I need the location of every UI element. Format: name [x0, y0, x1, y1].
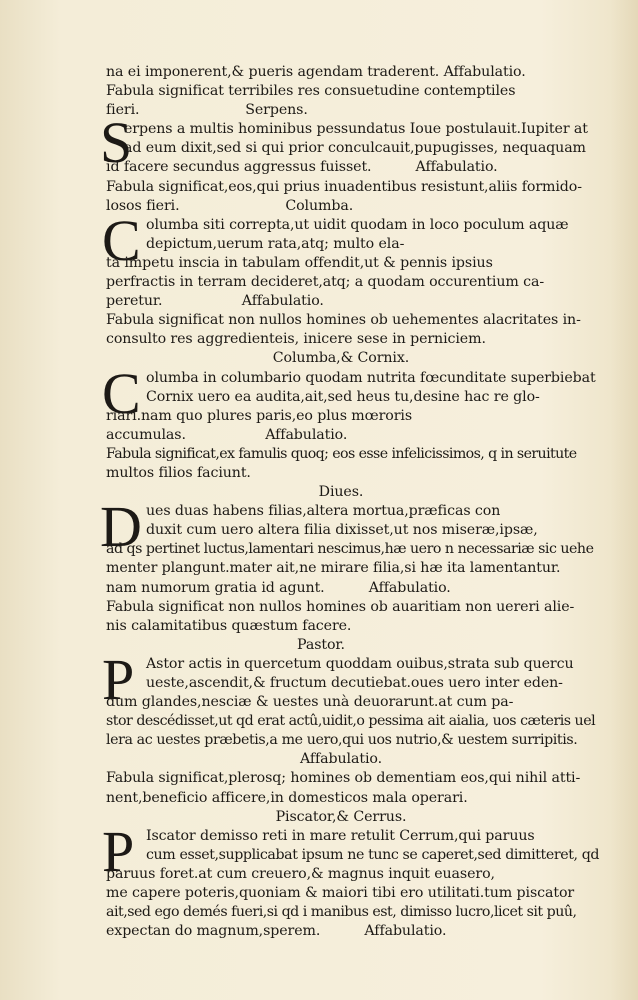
text-block [100, 63, 600, 941]
text-line: olumba in columbario quodam nutrita fœcunditate superbiebat [146, 369, 596, 386]
text-line: consulto res aggredienteis, inicere sese in perniciem. [106, 331, 486, 348]
drop-cap-p: P [102, 818, 135, 884]
text-line: stor descédisset,ut qd erat actû,uidit,o pessima ait aialia, uos cæteris uel [106, 713, 596, 730]
text-line: ad qs pertinet luctus,lamentari nescimus,hæ uero n necessariæ sic uehe [106, 541, 594, 558]
text-line: Fabula significat,eos,qui prius inuadentibus resistunt,aliis formido- [106, 178, 582, 195]
affabulatio-heading: Affabulatio. [299, 751, 382, 768]
drop-cap-c: C [102, 360, 141, 426]
text-line: riari.nam quo plures paris,eo plus mœroris [106, 407, 413, 424]
drop-cap-c: C [102, 207, 141, 273]
text-line: paruus foret.at cum creuero,& magnus inquit euasero, [106, 865, 495, 882]
text-line: me capere poteris,quoniam & maiori tibi ero utilitati.tum piscator [106, 885, 575, 902]
fable-title: Piscator,& Cerrus. [275, 808, 407, 825]
text-line: Fabula significat terribiles res consuetudine contemptiles [106, 83, 516, 100]
text-line: nis calamitatibus quæstum facere. [106, 617, 352, 634]
text-line: Fabula significat non nullos homines ob auaritiam non uereri alie- [106, 598, 575, 615]
text-line: ueste,ascendit,& fructum decutiebat.oues uero inter eden- [146, 675, 563, 691]
text-line: Fabula significat non nullos homines ob uehementes alacritates in- [106, 312, 581, 329]
text-line: Fabula significat,plerosq; homines ob dementiam eos,qui nihil atti- [106, 770, 581, 787]
drop-cap-d: D [100, 494, 142, 560]
text-line: Iscator demisso reti in mare retulit Cerrum,qui paruus [146, 827, 535, 844]
text-line: losos fieri. Columba. [106, 197, 354, 214]
text-line: ta impetu inscia in tabulam offendit,ut & pennis ipsius [106, 254, 493, 271]
text-line: Cornix uero ea audita,ait,sed heus tu,desine hac re glo- [146, 388, 540, 405]
drop-cap-s: S [100, 110, 133, 176]
text-line: ues duas habens filias,altera mortua,præficas con [146, 503, 501, 520]
text-line: id facere secundus aggressus fuisset. Affabulatio. [106, 159, 498, 176]
text-line: cum esset,supplicabat ipsum ne tunc se caperet,sed dimitteret, qd [146, 846, 600, 863]
text-line: menter plangunt.mater ait,ne mirare filia,si hæ ita lamentantur. [106, 560, 561, 577]
fable-title: Diues. [318, 484, 364, 501]
text-line: ait,sed ego demés fueri,si qd i manibus est, dimisso lucro,licet sit puû, [106, 904, 577, 921]
text-line: Fabula significat,ex famulis quoq; eos esse infelicissimos, q in seruitute [106, 445, 577, 462]
text-line: fieri. Serpens. [106, 102, 308, 119]
text-line: depictum,uerum rata,atq; multo ela- [146, 235, 405, 252]
text-line: multos filios faciunt. [106, 464, 251, 481]
text-line: Astor actis in quercetum quoddam ouibus,strata sub quercu [146, 655, 574, 672]
text-line: accumulas. Affabulatio. [106, 426, 348, 443]
text-line: lera ac uestes præbetis,a me uero,qui uos nutrio,& uestem surripitis. [106, 732, 578, 749]
fable-title: Pastor. [297, 636, 345, 653]
text-line: erpens a multis hominibus pessundatus Ioue postulauit.Iupiter at [124, 121, 588, 138]
text-line: perfractis in terram decideret,atq; a quodam occurentium ca- [106, 274, 545, 291]
text-line: dum glandes,nesciæ & uestes unà deuorarunt.at cum pa- [106, 694, 514, 711]
text-line: expectan do magnum,sperem. Affabulatio. [106, 923, 447, 940]
text-line: olumba siti correpta,ut uidit quodam in loco poculum aquæ [146, 216, 569, 233]
fable-title: Columba,& Cornix. [272, 350, 410, 367]
text-line: nam numorum gratia id agunt. Affabulatio. [106, 579, 451, 596]
text-line: duxit cum uero altera filia dixisset,ut nos miseræ,ipsæ, [146, 522, 538, 539]
text-line: ad eum dixit,sed si qui prior conculcauit,pupugisses, nequaquam [124, 140, 586, 157]
text-line: peretur. Affabulatio. [106, 293, 324, 310]
drop-cap-p: P [102, 646, 135, 712]
text-line: nent,beneficio afficere,in domesticos mala operari. [106, 789, 468, 806]
text-line: na ei imponerent,& pueris agendam traderent. Affabulatio. [106, 64, 526, 80]
